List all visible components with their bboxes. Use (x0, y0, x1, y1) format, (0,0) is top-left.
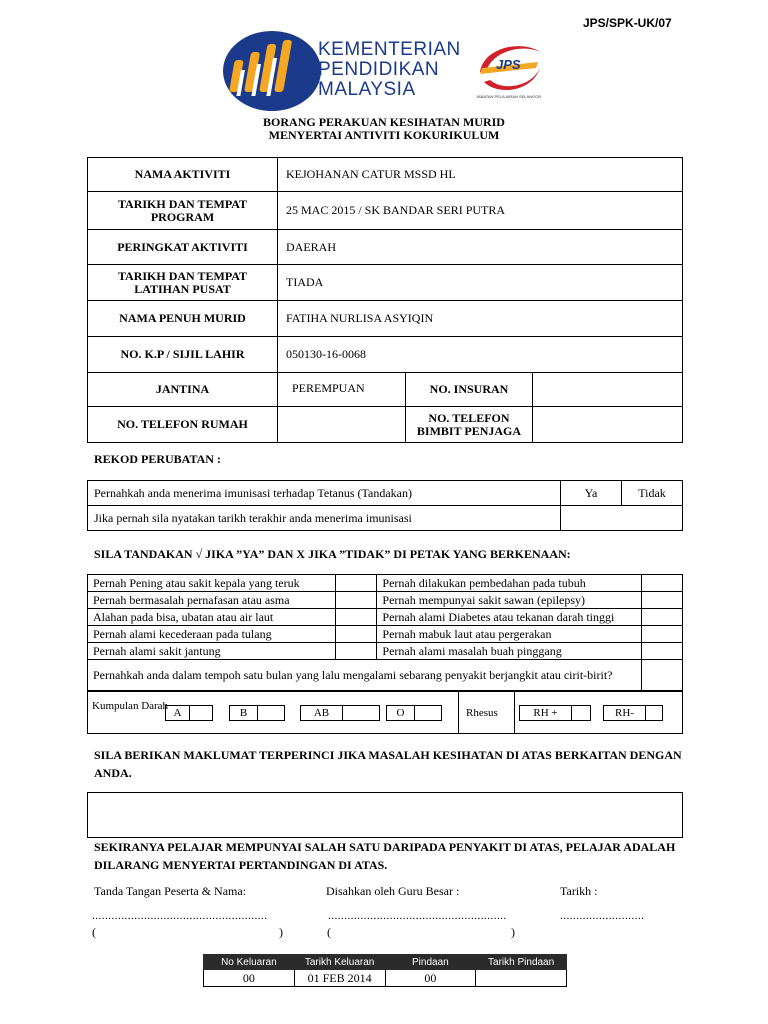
blood-b-box[interactable] (229, 705, 285, 721)
nama-murid-value[interactable]: FATIHA NURLISA ASYIQIN (278, 301, 683, 337)
rh-negative-label: RH- (604, 706, 646, 720)
ministry-line-3: MALAYSIA (318, 79, 416, 100)
blood-a-box[interactable] (165, 705, 213, 721)
blood-group-label: Kumpulan Darah (92, 700, 169, 712)
contagious-checkbox[interactable] (641, 660, 682, 692)
kp-label: NO. K.P / SIJIL LAHIR (88, 337, 278, 373)
immunization-question: Pernahkah anda menerima imunisasi terhadap Tetanus (Tandakan) (88, 481, 561, 506)
blood-b-label: B (230, 706, 258, 720)
revision-value: 00 (385, 970, 476, 987)
document-reference: JPS/SPK-UK/07 (583, 16, 672, 30)
rekod-heading: REKOD PERUBATAN : (94, 452, 221, 466)
revision-header: No Keluaran (204, 955, 295, 970)
tel-rumah-value[interactable] (278, 407, 406, 443)
illness-checkbox[interactable] (336, 626, 377, 643)
illness-checkbox[interactable] (336, 643, 377, 660)
illness-checkbox[interactable] (641, 575, 682, 592)
jantina-value[interactable]: PEREMPUAN (278, 373, 406, 407)
illness-checklist (87, 574, 683, 692)
blood-o-label: O (387, 706, 415, 720)
participant-signature-label: Tanda Tangan Peserta & Nama: (94, 884, 247, 898)
revision-value: 00 (204, 970, 295, 987)
nama-aktiviti-label: NAMA AKTIVITI (88, 158, 278, 192)
jps-subtitle: JABATAN PELAJARAN SELANGOR (476, 94, 542, 99)
illness-item: Pernah alami masalah buah pinggang (377, 643, 641, 660)
immunization-date-question: Jika pernah sila nyatakan tarikh terakhir anda menerima imunisasi (88, 506, 561, 531)
illness-checkbox[interactable] (641, 626, 682, 643)
ministry-logo-icon (222, 30, 322, 112)
headmaster-signature-label: Disahkan oleh Guru Besar : (326, 884, 460, 898)
participant-name-close-paren: ) (279, 925, 283, 939)
nama-murid-label: NAMA PENUH MURID (88, 301, 278, 337)
peringkat-label: PERINGKAT AKTIVITI (88, 230, 278, 265)
tel-penjaga-label: NO. TELEFON BIMBIT PENJAGA (406, 407, 533, 443)
tel-rumah-label: NO. TELEFON RUMAH (88, 407, 278, 443)
ministry-line-2: PENDIDIKAN (318, 59, 440, 80)
illness-item: Pernah alami Diabetes atau tekanan darah tinggi (377, 609, 641, 626)
revision-header: Tarikh Keluaran (294, 955, 385, 970)
revision-value (476, 970, 567, 987)
form-title-line-1: BORANG PERAKUAN KESIHATAN MURID (263, 115, 505, 129)
illness-item: Pernah bermasalah pernafasan atau asma (88, 592, 336, 609)
insuran-value[interactable] (533, 373, 683, 407)
tel-penjaga-value[interactable] (533, 407, 683, 443)
instructions-heading: SILA TANDAKAN √ JIKA ”YA” DAN X JIKA ”TIDAK” DI PETAK YANG BERKENAAN: (94, 547, 571, 561)
illness-checkbox[interactable] (641, 643, 682, 660)
illness-checkbox[interactable] (641, 592, 682, 609)
headmaster-name-open-paren: ( (327, 925, 331, 939)
illness-checkbox[interactable] (336, 575, 377, 592)
illness-item: Pernah alami kecederaan pada tulang (88, 626, 336, 643)
tarikh-program-label: TARIKH DAN TEMPAT PROGRAM (88, 192, 278, 230)
illness-checkbox[interactable] (336, 609, 377, 626)
date-label: Tarikh : (560, 884, 598, 898)
ministry-name (318, 40, 461, 100)
tarikh-program-value[interactable]: 25 MAC 2015 / SK BANDAR SERI PUTRA (278, 192, 683, 230)
headmaster-name-close-paren: ) (511, 925, 515, 939)
blood-ab-label: AB (301, 706, 343, 720)
contagious-question: Pernahkah anda dalam tempoh satu bulan yang lalu mengalami sebarang penyakit berjangkit atau cirit-birit? (88, 660, 642, 692)
revision-table (203, 954, 567, 987)
illness-checkbox[interactable] (641, 609, 682, 626)
health-detail-field[interactable] (87, 792, 683, 838)
participant-name-open-paren: ( (92, 925, 96, 939)
detail-heading: SILA BERIKAN MAKLUMAT TERPERINCI JIKA MASALAH KESIHATAN DI ATAS BERKAITAN DENGAN ANDA. (94, 748, 682, 780)
jantina-label: JANTINA (88, 373, 278, 407)
revision-header: Pindaan (385, 955, 476, 970)
illness-item: Pernah mabuk laut atau pergerakan (377, 626, 641, 643)
tarikh-latihan-label: TARIKH DAN TEMPAT LATIHAN PUSAT (88, 265, 278, 301)
kp-value[interactable]: 050130-16-0068 (278, 337, 683, 373)
blood-ab-box[interactable] (300, 705, 380, 721)
revision-header: Tarikh Pindaan (476, 955, 567, 970)
blood-o-box[interactable] (386, 705, 442, 721)
activity-info-table (87, 157, 683, 443)
rh-positive-box[interactable] (519, 705, 591, 721)
illness-checkbox[interactable] (336, 592, 377, 609)
revision-value: 01 FEB 2014 (294, 970, 385, 987)
warning-text: SEKIRANYA PELAJAR MEMPUNYAI SALAH SATU DARIPADA PENYAKIT DI ATAS, PELAJAR ADALAH DILARANG MENYERTAI PERTANDINGAN DI ATAS. (94, 840, 676, 872)
form-title-line-2: MENYERTAI ANTIVITI KOKURIKULUM (268, 128, 500, 142)
jps-logo-text: JPS (496, 57, 521, 72)
jps-logo-icon (474, 38, 546, 102)
tarikh-latihan-value[interactable]: TIADA (278, 265, 683, 301)
rhesus-label: Rhesus (466, 707, 498, 719)
insuran-label: NO. INSURAN (406, 373, 533, 407)
illness-item: Pernah dilakukan pembedahan pada tubuh (377, 575, 641, 592)
tidak-checkbox[interactable]: Tidak (622, 481, 683, 506)
blood-a-label: A (166, 706, 190, 720)
date-line[interactable]: .......................... (560, 910, 645, 922)
illness-item: Alahan pada bisa, ubatan atau air laut (88, 609, 336, 626)
immunization-date-field[interactable] (561, 506, 683, 531)
divider (458, 691, 459, 733)
nama-aktiviti-value[interactable]: KEJOHANAN CATUR MSSD HL (278, 158, 683, 192)
peringkat-value[interactable]: DAERAH (278, 230, 683, 265)
ministry-line-1: KEMENTERIAN (318, 39, 461, 60)
illness-item: Pernah Pening atau sakit kepala yang teruk (88, 575, 336, 592)
form-title (0, 116, 768, 142)
rh-positive-label: RH + (520, 706, 572, 720)
immunization-table (87, 480, 683, 531)
illness-item: Pernah mempunyai sakit sawan (epilepsy) (377, 592, 641, 609)
divider (514, 691, 515, 733)
illness-item: Pernah alami sakit jantung (88, 643, 336, 660)
blood-group-section (87, 690, 683, 734)
ya-checkbox[interactable]: Ya (561, 481, 622, 506)
participant-signature-line[interactable]: ...................................................... (92, 910, 268, 922)
headmaster-signature-line[interactable]: ....................................................... (328, 910, 507, 922)
rh-negative-box[interactable] (603, 705, 663, 721)
